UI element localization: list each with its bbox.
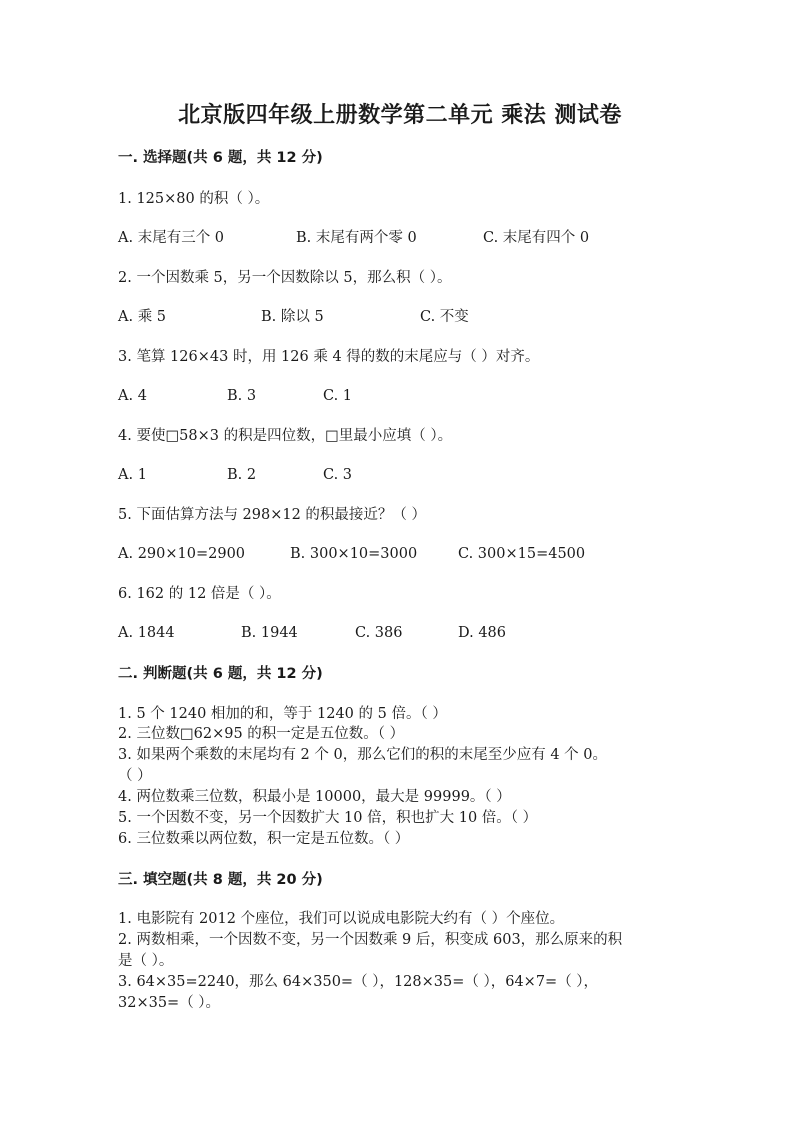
judge-item-6: 6. 三位数乘以两位数，积一定是五位数。（ ） bbox=[118, 831, 410, 847]
choice-4-option-a: A. 1 bbox=[118, 467, 147, 483]
fill-item-3: 3. 64×35=2240，那么 64×350=（ ），128×35=（ ），64×7=（ ）， bbox=[118, 974, 599, 990]
choice-1-option-b: B. 末尾有两个零 0 bbox=[296, 230, 417, 246]
choice-question-6: 6. 162 的 12 倍是（ ）。 bbox=[118, 586, 281, 602]
choice-question-4: 4. 要使□58×3 的积是四位数，□里最小应填（ ）。 bbox=[118, 428, 453, 444]
choice-3-option-b: B. 3 bbox=[227, 388, 257, 404]
choice-3-option-c: C. 1 bbox=[323, 388, 353, 404]
choice-2-option-b: B. 除以 5 bbox=[261, 309, 324, 325]
choice-5-option-a: A. 290×10=2900 bbox=[118, 546, 246, 562]
section-heading-fill: 三. 填空题(共 8 题，共 20 分) bbox=[118, 872, 323, 888]
judge-item-3: 3. 如果两个乘数的末尾均有 2 个 0，那么它们的积的末尾至少应有 4 个 0。 bbox=[118, 747, 607, 763]
fill-item-2: 2. 两数相乘，一个因数不变，另一个因数乘 9 后，积变成 603，那么原来的积 bbox=[118, 932, 623, 948]
section-heading-choice: 一. 选择题(共 6 题，共 12 分) bbox=[118, 150, 323, 166]
fill-item-3-cont: 32×35=（ ）。 bbox=[118, 995, 221, 1011]
choice-6-option-c: C. 386 bbox=[355, 625, 403, 641]
fill-item-1: 1. 电影院有 2012 个座位，我们可以说成电影院大约有（ ）个座位。 bbox=[118, 911, 565, 927]
judge-item-1: 1. 5 个 1240 相加的和，等于 1240 的 5 倍。（ ） bbox=[118, 706, 447, 722]
choice-5-option-b: B. 300×10=3000 bbox=[290, 546, 418, 562]
choice-question-1: 1. 125×80 的积（ ）。 bbox=[118, 191, 270, 207]
choice-2-option-a: A. 乘 5 bbox=[118, 309, 167, 325]
choice-4-option-b: B. 2 bbox=[227, 467, 257, 483]
judge-item-2: 2. 三位数□62×95 的积一定是五位数。（ ） bbox=[118, 726, 405, 742]
choice-6-option-a: A. 1844 bbox=[118, 625, 175, 641]
choice-6-option-b: B. 1944 bbox=[241, 625, 298, 641]
choice-6-option-d: D. 486 bbox=[458, 625, 507, 641]
judge-item-5: 5. 一个因数不变，另一个因数扩大 10 倍，积也扩大 10 倍。（ ） bbox=[118, 810, 538, 826]
choice-question-5: 5. 下面估算方法与 298×12 的积最接近？（ ） bbox=[118, 507, 427, 523]
judge-item-3-bracket: （ ） bbox=[118, 768, 152, 784]
choice-3-option-a: A. 4 bbox=[118, 388, 147, 404]
choice-question-2: 2. 一个因数乘 5，另一个因数除以 5，那么积（ ）。 bbox=[118, 270, 452, 286]
section-heading-judge: 二. 判断题(共 6 题，共 12 分) bbox=[118, 666, 323, 682]
choice-4-option-c: C. 3 bbox=[323, 467, 353, 483]
choice-2-option-c: C. 不变 bbox=[420, 309, 469, 325]
choice-question-3: 3. 笔算 126×43 时，用 126 乘 4 得的数的末尾应与（ ）对齐。 bbox=[118, 349, 540, 365]
fill-item-2-cont: 是（ ）。 bbox=[118, 953, 174, 969]
choice-5-option-c: C. 300×15=4500 bbox=[458, 546, 586, 562]
page-title: 北京版四年级上册数学第二单元 乘法 测试卷 bbox=[178, 103, 622, 128]
choice-1-option-c: C. 末尾有四个 0 bbox=[483, 230, 590, 246]
choice-1-option-a: A. 末尾有三个 0 bbox=[118, 230, 225, 246]
judge-item-4: 4. 两位数乘三位数，积最小是 10000，最大是 99999。（ ） bbox=[118, 789, 511, 805]
